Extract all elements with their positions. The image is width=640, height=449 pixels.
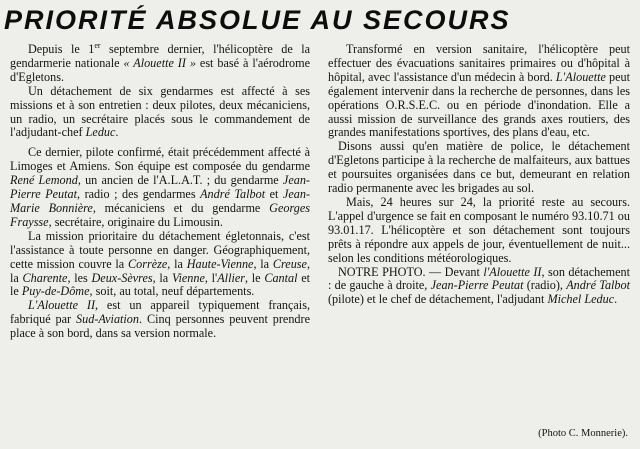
person-name: Jean-Pierre Peutat <box>430 278 524 293</box>
text-span: , son détachement : de gauche à droite, <box>328 264 630 293</box>
text-span: et le <box>10 270 311 299</box>
photo-caption <box>328 266 630 308</box>
helicopter-name: l'Alouette II <box>483 264 542 279</box>
paragraph-team <box>10 146 310 229</box>
text-span: Depuis le 1 <box>28 42 95 56</box>
text-span: est basé à l'aérodrome d'Egletons. <box>10 55 311 84</box>
photo-credit: (Photo C. Monnerie). <box>538 428 628 439</box>
text-span: La mission prioritaire du détachement égletonnais, c'est l'assistance à toute personne en danger. Géographiquement, cette mission couvre la <box>10 228 310 271</box>
paragraph-sanitary <box>328 43 630 140</box>
department-name: Puy-de-Dôme <box>21 284 90 299</box>
article-column-left <box>10 40 311 341</box>
department-name: Corrèze <box>128 256 168 271</box>
person-name: René Lemond <box>10 173 78 188</box>
text-span: , la <box>167 256 187 271</box>
person-name: André Talbot <box>200 187 266 202</box>
person-name: Michel Leduc <box>547 292 615 307</box>
department-name: Allier <box>217 270 245 285</box>
text-span: NOTRE PHOTO. — Devant <box>338 264 484 279</box>
person-name: Jean-Pierre Peutat <box>10 173 310 202</box>
text-span: . <box>614 292 618 307</box>
text-span: . <box>115 125 119 140</box>
paragraph-detachment <box>10 85 310 141</box>
text-span: , les <box>67 270 92 285</box>
article-column-right <box>328 43 630 307</box>
text-span: , le <box>245 270 265 285</box>
paragraph-mission <box>10 230 310 300</box>
text-span: Un détachement de six gendarmes est affecté à ses missions et à son entretien : deux pilotes, deux mécaniciens, un radio, un secrétaire placés sous le commandement de l'adjudant-chef <box>10 83 310 140</box>
paragraph-police: Disons aussi qu'en matière de police, le détachement d'Egletons participe à la recherche de malfaiteurs, aux battues et poursuites organisées dans ce but, demeurant en relation radio permanente avec les brigades au sol. <box>328 139 630 196</box>
department-name: Charente <box>22 270 68 285</box>
manufacturer-name: Sud-Aviation <box>76 312 139 327</box>
headline: PRIORITÉ ABSOLUE AU SECOURS <box>4 5 511 35</box>
text-span: , l' <box>204 270 218 285</box>
text-span: septembre dernier, l'hélicoptère de la gendarmerie nationale <box>10 42 310 70</box>
helicopter-name: L'Alouette <box>555 69 606 84</box>
text-span: , soit, au total, neuf départements. <box>89 284 255 299</box>
text-span: , la <box>253 256 273 271</box>
text-span: . Cinq personnes peuvent prendre place à son bord, dans sa version normale. <box>10 312 310 341</box>
text-span: Ce dernier, pilote confirmé, était précédemment affecté à Limoges et Amiens. Son équipe est composée du gendarme <box>10 145 310 174</box>
paragraph-aircraft <box>10 299 310 341</box>
text-span: (pilote) et le chef de détachement, l'adjudant <box>328 292 548 307</box>
text-span: , mécaniciens et du gendarme <box>92 200 270 215</box>
department-name: Haute-Vienne <box>186 256 254 271</box>
text-span: Transformé en version sanitaire, l'hélicoptère peut effectuer des évacuations sanitaires primaires ou d'hôpital à hôpital, avec l'assistance d'un médecin à bord. <box>328 42 630 84</box>
paragraph-emergency: Mais, 24 heures sur 24, la priorité reste au secours. L'appel d'urgence se fait en composant le numéro 93.10.71 ou 93.01.17. L'hélicoptère et son détachement sont toujours prêts à répondre aux appels de jour, éventuellement de nuit... selon les conditions météorologiques. <box>328 194 630 265</box>
paragraph-intro <box>10 40 311 85</box>
text-span: , un ancien de l'A.L.A.T. ; du gendarme <box>77 173 283 188</box>
person-name: Jean-Marie Bonnière <box>10 187 311 215</box>
text-span: (radio), <box>523 278 567 293</box>
helicopter-name: « Alouette II » <box>123 55 196 70</box>
text-span: et <box>265 187 283 202</box>
text-span: , est un appareil typiquement français, fabriqué par <box>10 298 310 327</box>
department-name: Cantal <box>264 270 298 285</box>
superscript: er <box>94 40 101 50</box>
person-name: Georges Fraysse <box>10 200 310 229</box>
text-span: , la <box>152 270 172 285</box>
text-span: , la <box>10 256 310 285</box>
text-span: , secrétaire, originaire du Limousin. <box>48 214 223 229</box>
text-span: , radio ; des gendarmes <box>77 187 201 202</box>
department-name: Deux-Sèvres <box>91 270 153 285</box>
department-name: Vienne <box>171 270 205 285</box>
person-name: André Talbot <box>566 278 630 293</box>
person-name: Leduc <box>85 125 116 140</box>
text-span: peut également intervenir dans la recherche de personnes, dans les opérations O.R.S.E.C. ou en période d'inondation. Elle a aussi mission de surveillance des grands axes routiers, des grandes manifestations sportives, des plans d'eau, etc. <box>328 69 631 140</box>
helicopter-name: L'Alouette II <box>28 298 95 313</box>
department-name: Creuse <box>272 256 307 271</box>
